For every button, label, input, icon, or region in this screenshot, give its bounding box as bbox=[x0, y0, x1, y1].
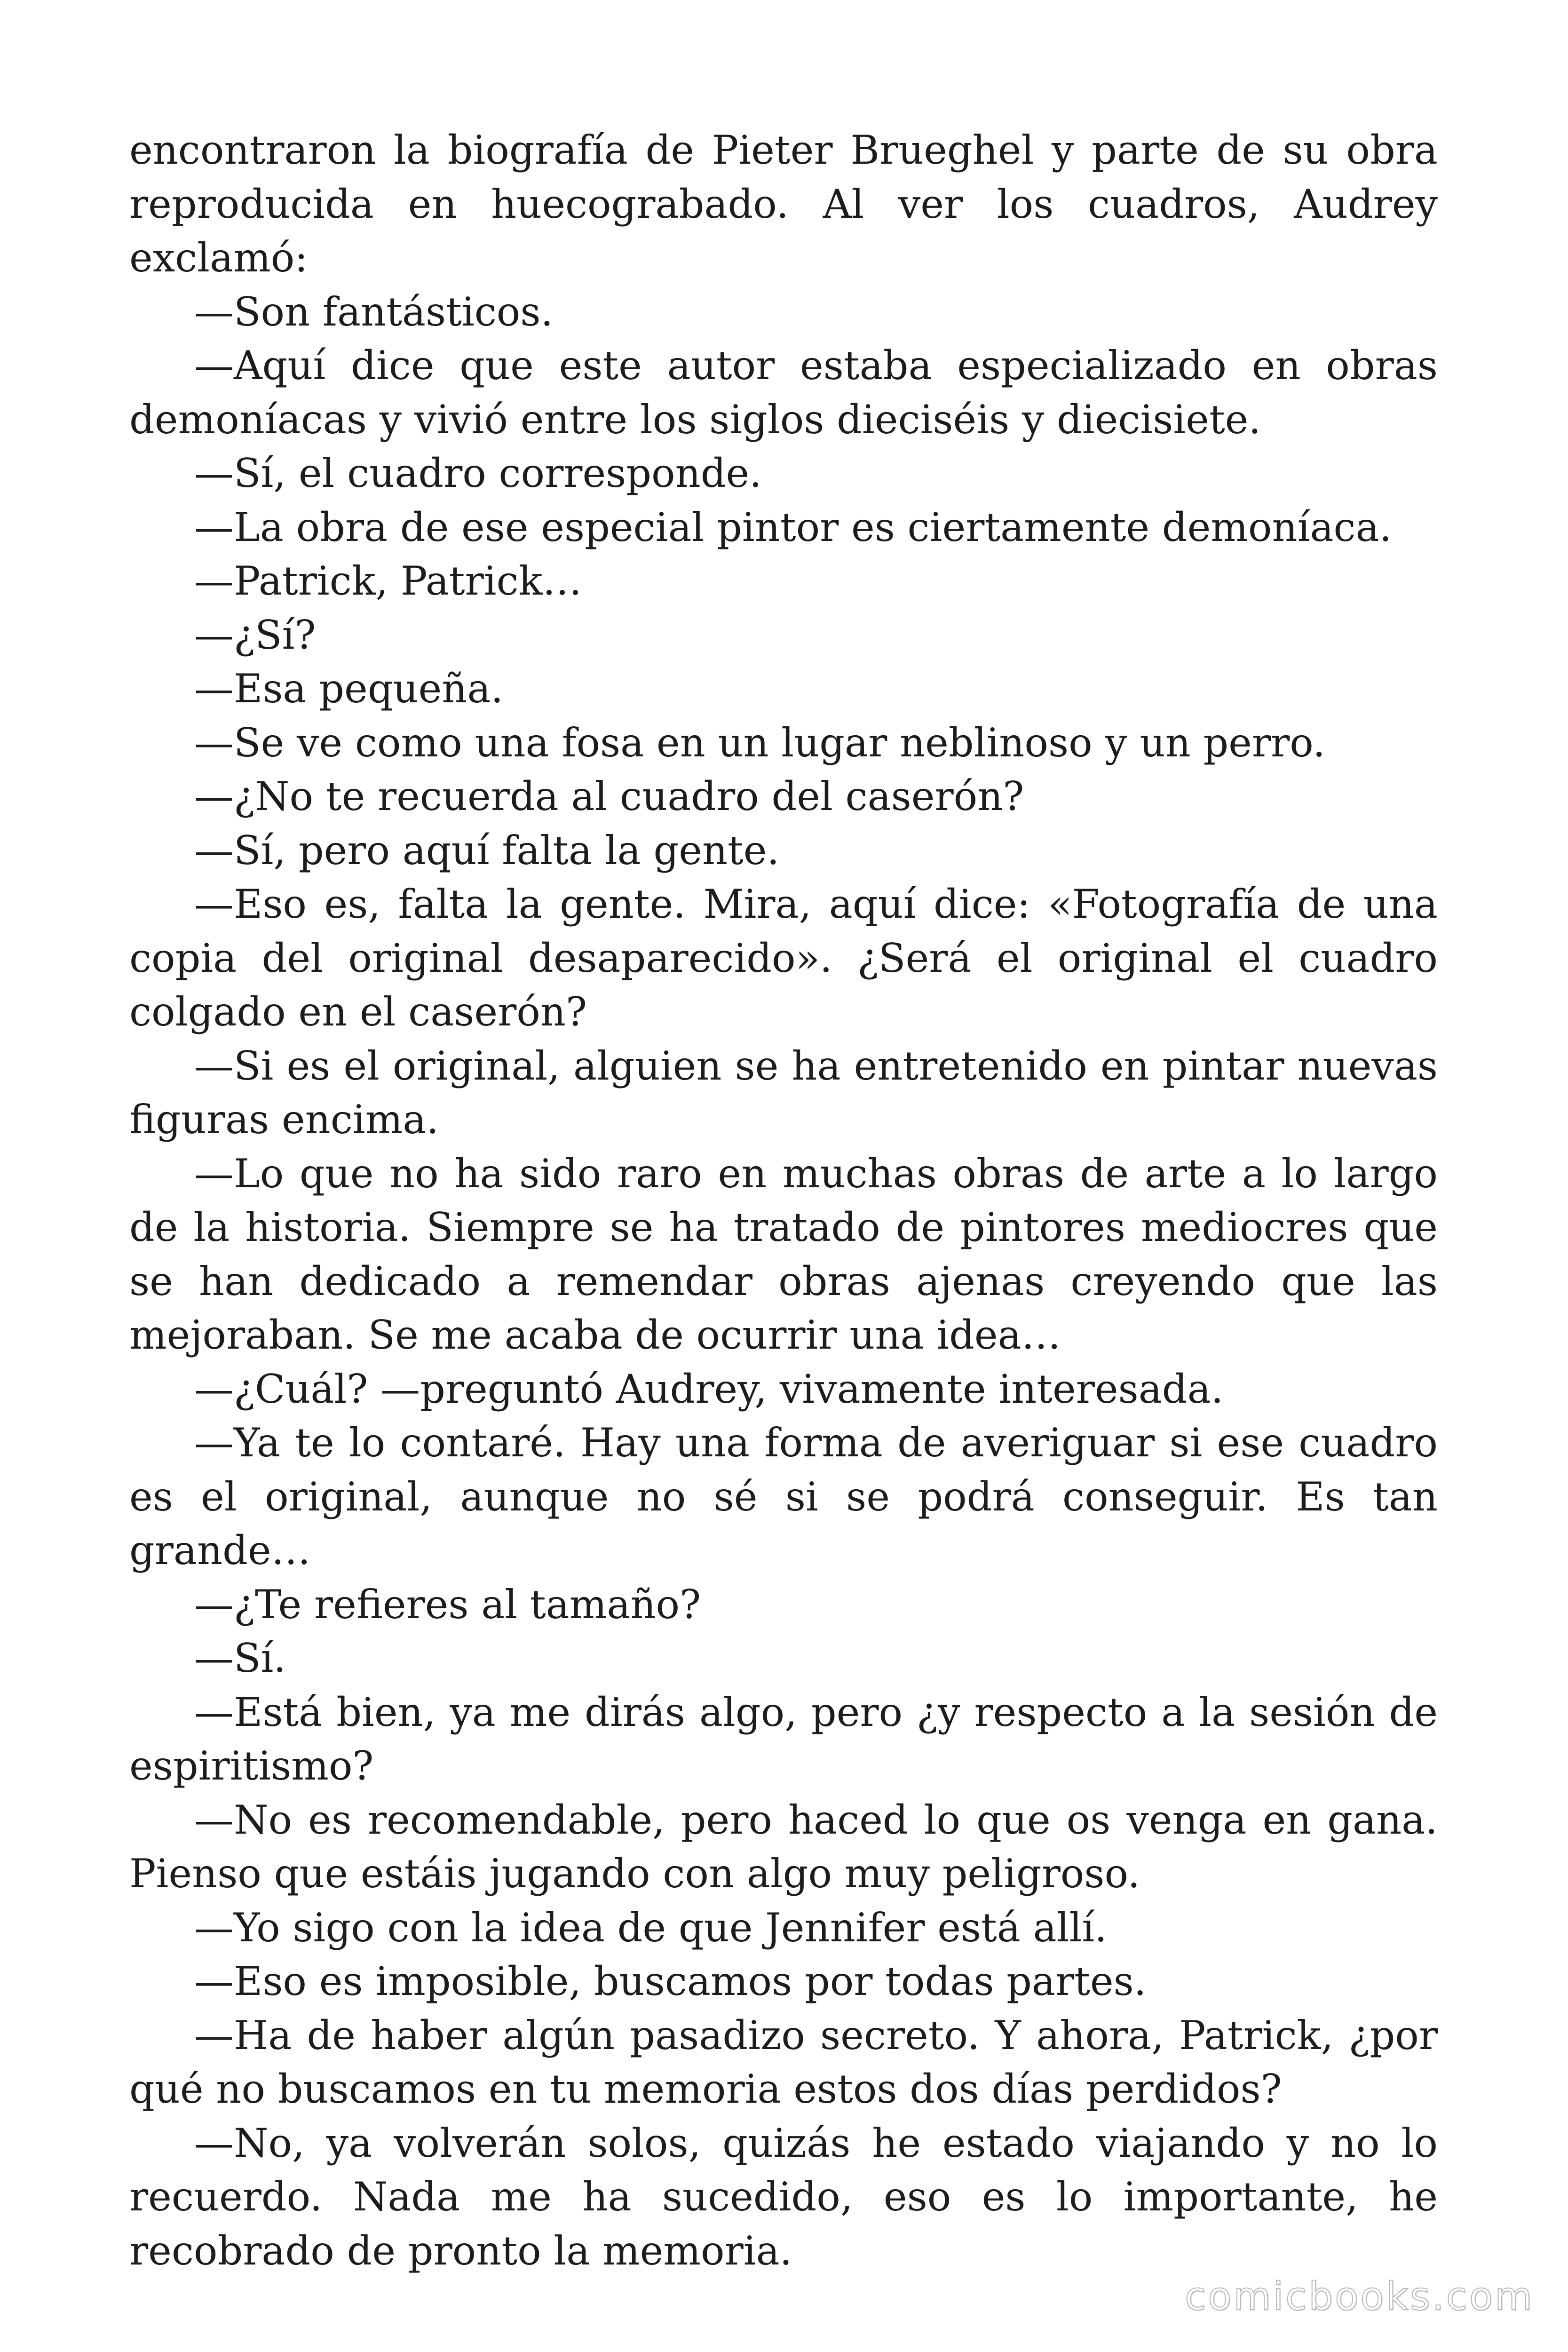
paragraph: —Ya te lo contaré. Hay una forma de averiguar si ese cuadro es el original, aunque no sé si se podrá conseguir. Es tan grande… bbox=[129, 1420, 1438, 1573]
paragraph: —Está bien, ya me dirás algo, pero ¿y respecto a la sesión de espiritismo? bbox=[129, 1689, 1438, 1789]
paragraph: —Eso es imposible, buscamos por todas partes. bbox=[194, 1958, 1147, 2004]
paragraph: —Eso es, falta la gente. Mira, aquí dice: «Fotografía de una copia del original desaparecido». ¿Será el original el cuadro colgado en el caserón? bbox=[129, 881, 1438, 1035]
body-text bbox=[129, 123, 1438, 2278]
paragraph: —Ha de haber algún pasadizo secreto. Y ahora, Patrick, ¿por qué no buscamos en tu memoria estos dos días perdidos? bbox=[129, 2012, 1438, 2112]
paragraph: —¿Te refieres al tamaño? bbox=[194, 1581, 701, 1628]
paragraph: —Si es el original, alguien se ha entretenido en pintar nuevas figuras encima. bbox=[129, 1042, 1438, 1143]
paragraph: —Sí, pero aquí falta la gente. bbox=[194, 827, 780, 874]
watermark: comicbooks.com bbox=[1185, 2274, 1534, 2319]
paragraph: —Lo que no ha sido raro en muchas obras de arte a lo largo de la historia. Siempre se ha tratado de pintores mediocres que se han dedicado a remendar obras ajenas creyendo que las mejoraban. Se me acaba de ocurrir una idea… bbox=[129, 1150, 1438, 1358]
paragraph: —Sí, el cuadro corresponde. bbox=[194, 450, 762, 496]
paragraph: —¿Sí? bbox=[194, 612, 316, 658]
paragraph: encontraron la biografía de Pieter Brueghel y parte de su obra reproducida en huecograbado. Al ver los cuadros, Audrey exclamó: bbox=[129, 127, 1438, 281]
paragraph: —No, ya volverán solos, quizás he estado viajando y no lo recuerdo. Nada me ha sucedido, eso es lo importante, he recobrado de pronto la memoria. bbox=[129, 2120, 1438, 2274]
paragraph: —Yo sigo con la idea de que Jennifer está allí. bbox=[194, 1904, 1107, 1951]
paragraph: —No es recomendable, pero haced lo que os venga en gana. Pienso que estáis jugando con algo muy peligroso. bbox=[129, 1796, 1438, 1897]
paragraph: —Son fantásticos. bbox=[194, 288, 554, 335]
paragraph: —Aquí dice que este autor estaba especializado en obras demoníacas y vivió entre los siglos dieciséis y diecisiete. bbox=[129, 342, 1438, 443]
paragraph: —Patrick, Patrick… bbox=[194, 558, 582, 604]
paragraph: —La obra de ese especial pintor es ciertamente demoníaca. bbox=[194, 504, 1392, 550]
paragraph: —Se ve como una fosa en un lugar neblinoso y un perro. bbox=[194, 719, 1325, 766]
paragraph: —Esa pequeña. bbox=[194, 666, 504, 712]
paragraph: —Sí. bbox=[194, 1635, 286, 1681]
paragraph: —¿No te recuerda al cuadro del caserón? bbox=[194, 773, 1024, 819]
paragraph: —¿Cuál? —preguntó Audrey, vivamente interesada. bbox=[194, 1366, 1224, 1412]
